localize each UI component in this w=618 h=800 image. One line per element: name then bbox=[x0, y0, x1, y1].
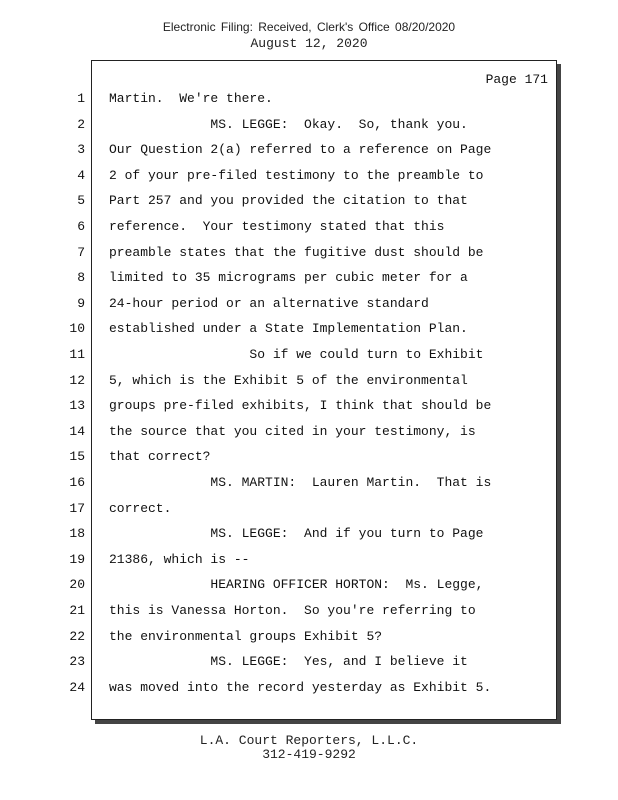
line-text: the environmental groups Exhibit 5? bbox=[109, 628, 383, 644]
line-text: Martin. We're there. bbox=[109, 91, 273, 106]
line-text: 21386, which is -- bbox=[109, 551, 250, 567]
line-text: was moved into the record yesterday as Exhibit 5. bbox=[109, 679, 492, 695]
transcript-line bbox=[1, 347, 551, 372]
transcript-line bbox=[1, 629, 551, 654]
line-number: 11 bbox=[69, 347, 85, 362]
transcript-line bbox=[1, 475, 551, 500]
line-number: 24 bbox=[69, 679, 85, 695]
line-text: HEARING OFFICER HORTON: Ms. Legge, bbox=[109, 577, 484, 593]
line-number: 16 bbox=[69, 475, 85, 490]
line-text: MS. LEGGE: Okay. So, thank you. bbox=[109, 116, 468, 132]
transcript-line bbox=[1, 245, 551, 270]
line-text: preamble states that the fugitive dust should be bbox=[109, 244, 484, 260]
line-text: Part 257 and you provided the citation to that bbox=[109, 193, 468, 209]
line-text: 24-hour period or an alternative standard bbox=[109, 295, 429, 311]
line-number: 7 bbox=[77, 244, 85, 260]
line-number: 9 bbox=[77, 295, 85, 311]
line-number: 10 bbox=[69, 321, 85, 337]
filing-stamp: Electronic Filing: Received, Clerk's Office 08/20/2020 bbox=[162, 20, 456, 34]
line-number: 5 bbox=[77, 193, 85, 209]
line-text: groups pre-filed exhibits, I think that should be bbox=[109, 398, 492, 414]
transcript-line bbox=[1, 398, 551, 423]
line-text: reference. Your testimony stated that this bbox=[109, 219, 445, 234]
line-text: So if we could turn to Exhibit bbox=[109, 347, 484, 362]
court-reporter-phone: 312-419-9292 bbox=[262, 747, 356, 762]
line-number: 17 bbox=[69, 500, 85, 516]
line-number: 23 bbox=[69, 654, 85, 670]
transcript-line bbox=[1, 219, 551, 244]
line-text: Our Question 2(a) referred to a reference on Page bbox=[109, 142, 492, 158]
line-number: 12 bbox=[69, 372, 85, 388]
line-number: 21 bbox=[69, 603, 85, 618]
line-text: that correct? bbox=[109, 449, 211, 465]
transcript-line bbox=[1, 321, 551, 346]
line-text: 2 of your pre-filed testimony to the preamble to bbox=[109, 167, 484, 183]
line-number: 15 bbox=[69, 449, 85, 465]
line-text: correct. bbox=[109, 500, 172, 516]
transcript-line bbox=[1, 654, 551, 679]
line-number: 20 bbox=[69, 577, 85, 593]
line-number: 14 bbox=[69, 423, 85, 439]
transcript-line bbox=[1, 373, 551, 398]
transcript-line bbox=[1, 577, 551, 602]
transcript-line bbox=[1, 117, 551, 142]
transcript-line bbox=[1, 296, 551, 321]
transcript-line bbox=[1, 501, 551, 526]
transcript-line bbox=[1, 168, 551, 193]
line-number: 13 bbox=[69, 398, 85, 414]
line-text: the source that you cited in your testimony, is bbox=[109, 423, 476, 439]
transcript-page bbox=[69, 60, 557, 720]
transcript-line bbox=[1, 270, 551, 295]
page-number: Page 171 bbox=[485, 72, 548, 87]
line-text: 5, which is the Exhibit 5 of the environmental bbox=[109, 372, 468, 388]
transcript-date: August 12, 2020 bbox=[250, 36, 368, 51]
transcript-line bbox=[1, 91, 551, 116]
transcript-line bbox=[1, 552, 551, 577]
transcript-line bbox=[1, 526, 551, 551]
transcript-line bbox=[1, 603, 551, 628]
transcript-line bbox=[1, 449, 551, 474]
line-text: this is Vanessa Horton. So you're referring to bbox=[109, 603, 476, 618]
line-number: 2 bbox=[77, 116, 85, 132]
line-number: 6 bbox=[77, 219, 85, 234]
line-number: 18 bbox=[69, 526, 85, 542]
transcript-line bbox=[1, 680, 551, 705]
line-text: MS. MARTIN: Lauren Martin. That is bbox=[109, 475, 492, 490]
line-number: 8 bbox=[77, 270, 85, 286]
line-number: 3 bbox=[77, 142, 85, 158]
line-text: established under a State Implementation Plan. bbox=[109, 321, 468, 337]
line-text: MS. LEGGE: And if you turn to Page bbox=[109, 526, 484, 542]
transcript-line bbox=[1, 424, 551, 449]
line-text: limited to 35 micrograms per cubic meter for a bbox=[109, 270, 468, 286]
transcript-line bbox=[1, 193, 551, 218]
line-number: 4 bbox=[77, 167, 85, 183]
court-reporter-name: L.A. Court Reporters, L.L.C. bbox=[199, 733, 419, 748]
line-number: 22 bbox=[69, 628, 85, 644]
line-number: 19 bbox=[69, 551, 85, 567]
transcript-line bbox=[1, 142, 551, 167]
line-number: 1 bbox=[77, 91, 85, 106]
line-text: MS. LEGGE: Yes, and I believe it bbox=[109, 654, 468, 670]
